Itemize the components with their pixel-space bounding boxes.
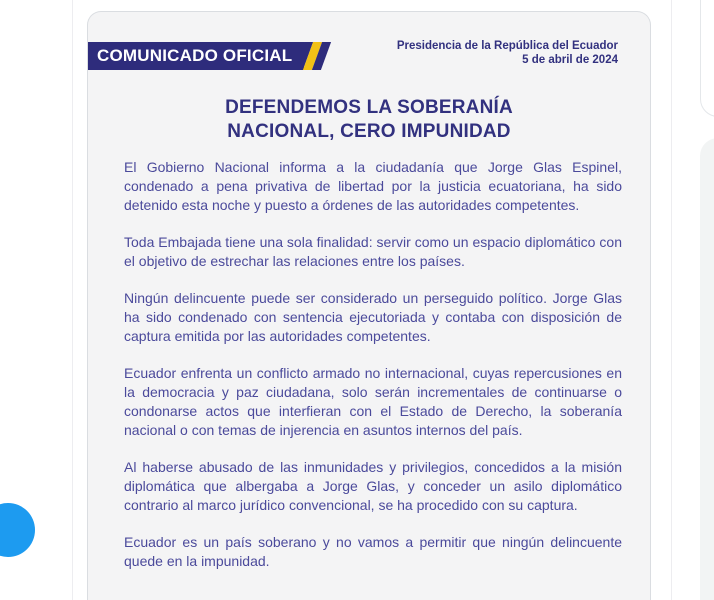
official-communique-banner bbox=[88, 42, 326, 70]
title-line-1: DEFENDEMOS LA SOBERANÍA bbox=[225, 97, 513, 118]
communique-header bbox=[88, 42, 650, 70]
adjacent-card-bottom-fragment[interactable] bbox=[700, 138, 714, 600]
paragraph: El Gobierno Nacional informa a la ciudadanía que Jorge Glas Espinel, condenado a pena privativa de libertad por la justicia ecuatoriana, ha sido detenido esta noche y puesto a órdenes de las autoridades competentes. bbox=[124, 159, 622, 213]
communique-date: 5 de abril de 2024 bbox=[522, 54, 618, 66]
paragraph: Al haberse abusado de las inmunidades y privilegios, concedidos a la misión diplomática que albergaba a Jorge Glas, y conceder un asilo diplomático contrario al marco jurídico convencional, se ha procedido con su captura. bbox=[124, 459, 622, 513]
feed-column-divider-right bbox=[671, 0, 672, 600]
communique-image-card[interactable] bbox=[87, 11, 651, 600]
adjacent-card-top-fragment[interactable] bbox=[700, 0, 714, 117]
banner-label: COMUNICADO OFICIAL bbox=[88, 42, 304, 70]
communique-body bbox=[124, 158, 622, 571]
feed-column-divider-left bbox=[72, 0, 73, 600]
title-line-2: NACIONAL, CERO IMPUNIDAD bbox=[227, 121, 511, 142]
paragraph: Toda Embajada tiene una sola finalidad: servir como un espacio diplomático con el objetivo de estrechar las relaciones entre los países. bbox=[124, 234, 622, 269]
paragraph: Ningún delincuente puede ser considerado un perseguido político. Jorge Glas ha sido condenado con sentencia ejecutoriada y contaba con disposición de captura emitida por las autoridades competentes. bbox=[124, 290, 622, 344]
issuer-and-date bbox=[397, 39, 618, 67]
communique-title bbox=[88, 96, 650, 144]
blue-circle-button-fragment[interactable] bbox=[0, 503, 35, 557]
paragraph: Ecuador enfrenta un conflicto armado no internacional, cuyas repercusiones en la democracia y paz ciudadana, solo serán incrementales de continuarse o condonarse actos que interfieran con el Estado de Derecho, la soberanía nacional o con temas de injerencia en asuntos internos del país. bbox=[124, 365, 622, 438]
paragraph: Ecuador es un país soberano y no vamos a permitir que ningún delincuente quede en la impunidad. bbox=[124, 534, 622, 569]
issuer-name: Presidencia de la República del Ecuador bbox=[396, 40, 618, 52]
